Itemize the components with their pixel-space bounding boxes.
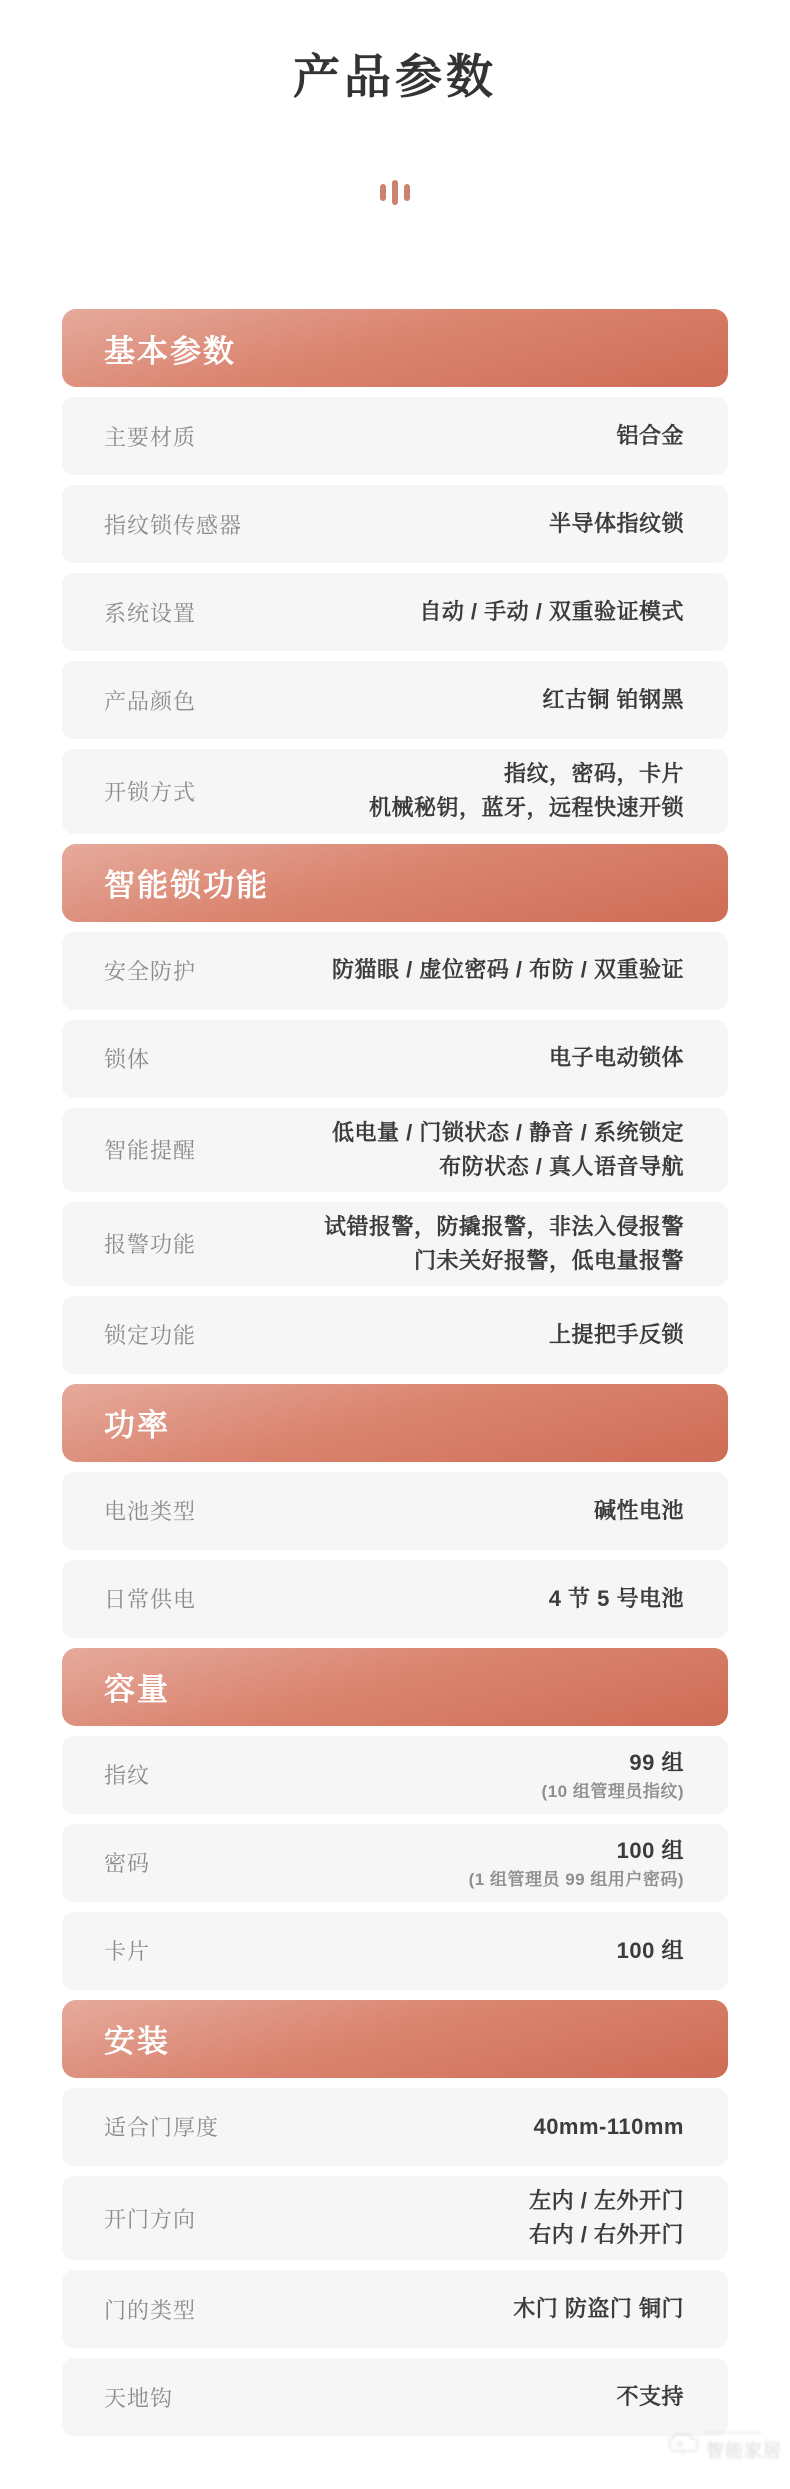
spec-value-line: 指纹，密码，卡片 (503, 761, 684, 787)
spec-row (62, 1560, 728, 1638)
section-header (62, 1648, 728, 1726)
spec-value-line: 电子电动锁体 (548, 1045, 684, 1071)
section-rows (62, 397, 728, 833)
spec-row (62, 2358, 728, 2436)
spec-value-line: 不支持 (616, 2384, 684, 2410)
spec-value-note: (10 组管理员指纹) (541, 1782, 684, 1802)
section-title: 功率 (104, 1408, 170, 1444)
spec-value (529, 2184, 684, 2252)
section-title: 基本参数 (104, 333, 236, 369)
spec-value (419, 595, 684, 629)
spec-value-line: 半导体指纹锁 (548, 511, 684, 537)
spec-value-line: 红古铜 铂钢黑 (542, 687, 684, 713)
section-rows (62, 2088, 728, 2436)
section-header (62, 309, 728, 387)
spec-value (549, 1582, 684, 1616)
spec-section (62, 1648, 728, 1990)
spec-value-line: 100 组 (616, 1937, 684, 1963)
deco-bar-middle (392, 180, 398, 205)
spec-value-line: 试错报警，防撬报警，非法入侵报警 (323, 1213, 684, 1239)
deco-bar-left (380, 184, 386, 201)
spec-row (62, 1824, 728, 1902)
spec-value-line: 40mm-110mm (533, 2113, 684, 2139)
bars-decoration-icon (0, 179, 790, 205)
watermark-line1: -------------- (706, 2427, 762, 2437)
section-title: 容量 (104, 1672, 170, 1708)
spec-section (62, 2000, 728, 2436)
spec-value (617, 1934, 684, 1968)
spec-row (62, 749, 728, 833)
spec-row (62, 485, 728, 563)
spec-value (469, 1834, 684, 1892)
spec-label: 报警功能 (104, 1232, 197, 1258)
watermark-line2: 智能家居 (706, 2441, 782, 2461)
spec-label: 日常供电 (104, 1587, 197, 1613)
spec-value (542, 683, 684, 717)
page-title: 产品参数 (293, 50, 497, 103)
spec-value-line: 防猫眼 / 虚位密码 / 布防 / 双重验证 (331, 957, 684, 983)
spec-section (62, 1384, 728, 1638)
spec-label: 门的类型 (104, 2297, 197, 2323)
spec-label: 锁定功能 (104, 1323, 197, 1349)
spec-value (533, 2110, 684, 2144)
spec-label: 开门方向 (104, 2206, 197, 2232)
spec-value-line: 木门 防盗门 铜门 (513, 2296, 684, 2322)
section-title: 智能锁功能 (104, 868, 269, 904)
spec-value-line: 右内 / 右外开门 (529, 2222, 684, 2247)
spec-label: 智能提醒 (104, 1138, 197, 1164)
spec-row (62, 1296, 728, 1374)
spec-section (62, 844, 728, 1374)
spec-value (594, 1494, 684, 1528)
spec-value (542, 1746, 684, 1804)
section-header (62, 2000, 728, 2078)
spec-value-line: 门未关好报警，低电量报警 (413, 1247, 684, 1273)
spec-row (62, 397, 728, 475)
section-title: 安装 (104, 2024, 170, 2060)
spec-row (62, 661, 728, 739)
deco-bar-right (404, 184, 410, 201)
spec-label: 锁体 (104, 1047, 151, 1073)
spec-label: 系统设置 (104, 600, 197, 626)
section-rows (62, 932, 728, 1374)
spec-label: 电池类型 (104, 1499, 197, 1525)
section-rows (62, 1736, 728, 1990)
spec-row (62, 1020, 728, 1098)
spec-row (62, 1472, 728, 1550)
spec-value-line: 碱性电池 (593, 1497, 684, 1523)
spec-value-line: 铝合金 (616, 423, 684, 449)
spec-label: 主要材质 (104, 424, 197, 450)
section-header (62, 1384, 728, 1462)
spec-label: 密码 (104, 1851, 151, 1877)
spec-row (62, 1912, 728, 1990)
spec-row (62, 2270, 728, 2348)
spec-value-line: 左内 / 左外开门 (529, 2187, 684, 2213)
spec-value (332, 953, 684, 987)
spec-value (549, 1318, 684, 1352)
spec-label: 安全防护 (104, 959, 197, 985)
spec-value (513, 2292, 684, 2326)
spec-value (369, 757, 684, 825)
spec-row (62, 2088, 728, 2166)
spec-value-line: 上提把手反锁 (548, 1321, 684, 1347)
spec-value-line: 布防状态 / 真人语音导航 (439, 1153, 684, 1179)
spec-value (549, 1041, 684, 1075)
spec-label: 天地钩 (104, 2385, 174, 2411)
spec-value-line: 100 组 (616, 1837, 684, 1863)
spec-row (62, 1202, 728, 1286)
spec-section (62, 309, 728, 833)
spec-row (62, 2176, 728, 2260)
spec-row (62, 1108, 728, 1192)
spec-value-line: 4 节 5 号电池 (548, 1585, 684, 1611)
spec-label: 开锁方式 (104, 779, 197, 805)
spec-label: 指纹 (104, 1763, 151, 1789)
spec-value (332, 1116, 684, 1184)
spec-value-line: 自动 / 手动 / 双重验证模式 (419, 599, 684, 625)
spec-label: 卡片 (104, 1939, 151, 1965)
spec-value (324, 1210, 684, 1278)
spec-label: 指纹锁传感器 (104, 512, 243, 538)
spec-row (62, 1736, 728, 1814)
spec-value-note: (1 组管理员 99 组用户密码) (468, 1870, 684, 1890)
spec-value (616, 2380, 684, 2414)
section-rows (62, 1472, 728, 1638)
spec-value (616, 419, 684, 453)
spec-value (549, 507, 684, 541)
spec-sections-container (62, 309, 728, 2436)
section-header (62, 844, 728, 922)
spec-value-line: 99 组 (629, 1749, 684, 1775)
spec-label: 产品颜色 (104, 688, 197, 714)
spec-row (62, 573, 728, 651)
spec-row (62, 932, 728, 1010)
spec-value-line: 低电量 / 门锁状态 / 静音 / 系统锁定 (331, 1119, 684, 1145)
spec-value-line: 机械秘钥，蓝牙，远程快速开锁 (368, 795, 684, 821)
spec-label: 适合门厚度 (104, 2115, 220, 2141)
